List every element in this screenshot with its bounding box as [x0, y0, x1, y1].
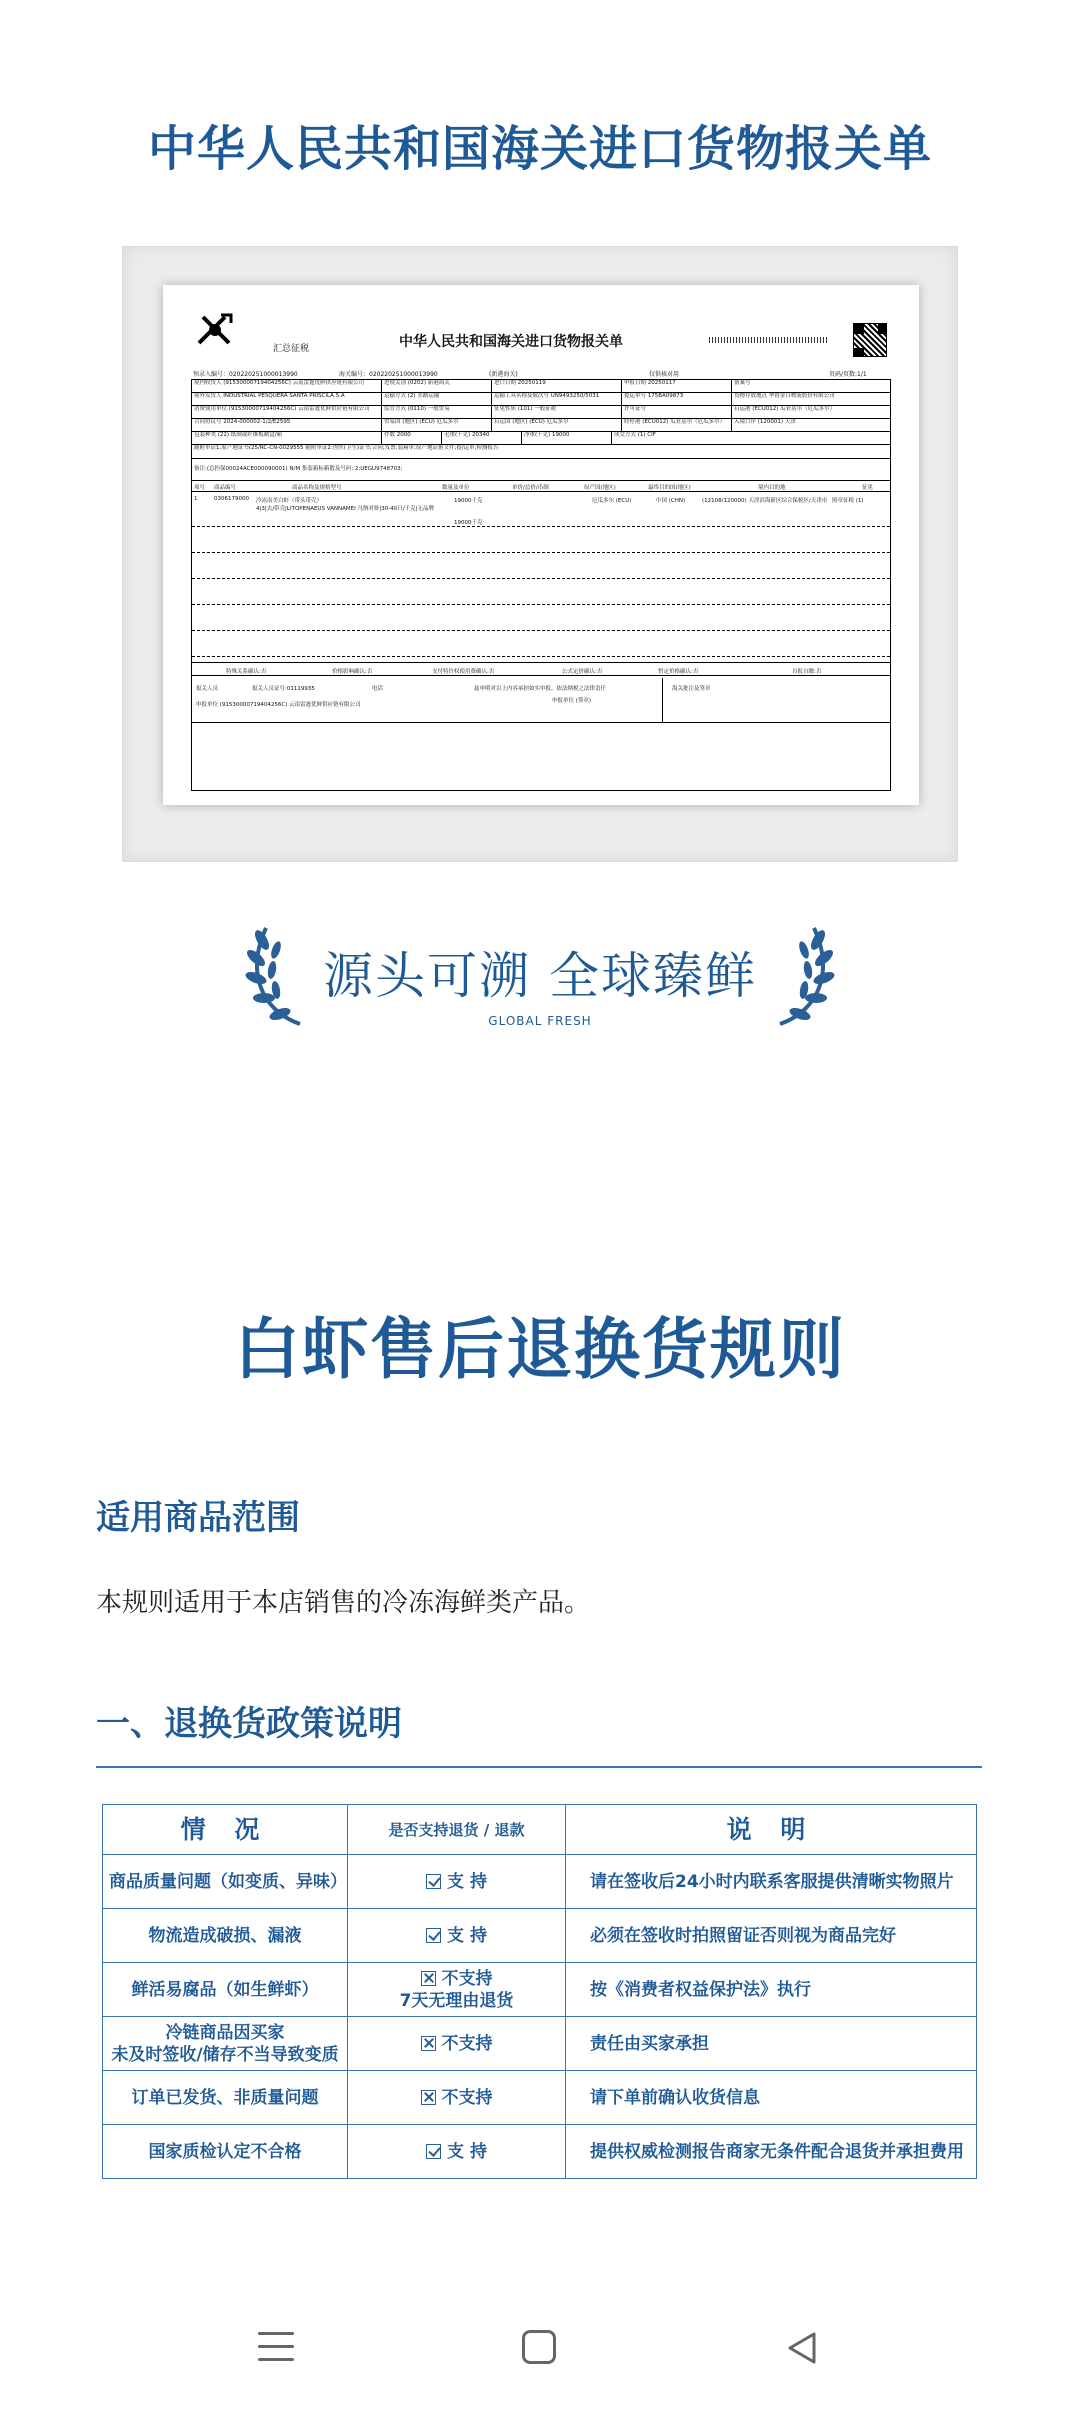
doc-docs-line: 随附单证1:原产地证书(25/RC-CN-0029555 随附单证2:兽医(卫生)证书;合同;发票;装箱单;原产地证据文件;提/运单;检测报告 — [194, 445, 499, 451]
doc-row — [192, 380, 890, 393]
table-row — [103, 1855, 977, 1909]
support-label-2: 7天无理由退货 — [399, 1990, 514, 2011]
doc-declarant-code: 报关人员证号:01119935 — [252, 686, 315, 692]
row-support — [348, 2017, 566, 2071]
doc-item-name: 冷冻南美白虾（带头带壳） — [256, 498, 323, 504]
doc-cell: 消费使用单位 (91530000719404256C) 云南雷霆优鲜供应链有限公司 — [192, 406, 382, 418]
doc-item-header-cell: 商品编号 — [214, 485, 237, 491]
checkbox-x-icon — [421, 2090, 436, 2105]
doc-row — [192, 406, 890, 419]
doc-item-header-cell: 项号 — [194, 485, 206, 491]
doc-item-place: (12108/120000) 天津滨海新区综合保税区/天津市 — [702, 498, 828, 504]
doc-confirm: 自报自缴:否 — [792, 669, 822, 675]
doc-dash-line — [192, 656, 890, 657]
doc-confirm: 支付特许权使用费确认:否 — [432, 669, 495, 675]
doc-item-origin: 厄瓜多尔 (ECU) — [592, 498, 632, 504]
doc-cell: 入境口岸 (120001) 天津 — [734, 419, 796, 425]
doc-cell: 件数 2000 — [382, 432, 442, 444]
doc-dash-line — [192, 552, 890, 553]
doc-item-code: 0306179000 — [214, 496, 249, 502]
checkbox-checked-icon — [426, 2144, 441, 2159]
doc-cell: 经停港 (ECU012) 瓜亚基尔（厄瓜多尔） — [622, 419, 732, 431]
doc-marks-line: 备注:(总担保00024ACE000090001) N/M 集装箱标箱数及号码: 2;UEGU9748703; — [194, 466, 403, 472]
support-label: 不支持 — [441, 1968, 493, 1989]
table-header-row — [103, 1805, 977, 1855]
row-case: 物流造成破损、漏液 — [103, 1909, 348, 1963]
row-case: 商品质量问题（如变质、异味） — [103, 1855, 348, 1909]
declaration-paper — [163, 285, 919, 805]
doc-item-spec: 4|3|去/带壳|LITOPENAEUS VANNAMEI 凡纳对虾|30-40只/千克|无品牌 — [256, 506, 434, 512]
doc-item-dest: 中国 (CHN) — [656, 498, 686, 504]
row-note: 责任由买家承担 — [566, 2017, 977, 2071]
doc-cell: 监管方式 (0110) 一般贸易 — [382, 406, 492, 418]
doc-phone: 电话 — [372, 686, 384, 692]
doc-statement: 兹申明对以上内容承担如实申报、依法纳税之法律责任 — [474, 686, 607, 692]
doc-port: (新港海关) — [489, 371, 518, 378]
doc-row — [192, 459, 890, 481]
table-row — [103, 2125, 977, 2179]
policy-title: 一、退换货政策说明 — [96, 1704, 402, 1744]
doc-cell: 运输方式 (2) 水路运输 — [382, 393, 492, 405]
row-case-line2: 未及时签收/储存不当导致变质 — [111, 2044, 339, 2065]
row-support — [348, 1963, 566, 2017]
doc-dash-line — [192, 526, 890, 527]
declaration-frame — [122, 246, 958, 862]
doc-cell: 许可证号 — [622, 406, 732, 418]
row-note: 请下单前确认收货信息 — [566, 2071, 977, 2125]
header-note: 说 明 — [566, 1805, 977, 1855]
menu-icon[interactable] — [258, 2332, 294, 2362]
doc-item-no: 1 — [194, 496, 198, 502]
support-label: 支 持 — [447, 1925, 487, 1946]
row-note: 必须在签收时拍照留证否则视为商品完好 — [566, 1909, 977, 1963]
doc-cell: 申报日期 20250117 — [622, 380, 732, 392]
doc-barcode — [709, 337, 829, 343]
section-divider — [96, 1766, 982, 1768]
doc-cell: 境内收货人 (91530000719404256C) 云南雷霆优鲜供应链有限公司 — [192, 380, 382, 392]
support-label: 支 持 — [447, 1871, 487, 1892]
doc-declarant: 报关人员 — [196, 686, 219, 692]
slogan-main: 源头可溯 全球臻鲜 — [323, 947, 757, 1005]
page-top-title: 中华人民共和国海关进口货物报关单 — [147, 121, 932, 177]
home-icon[interactable] — [522, 2330, 556, 2364]
row-note: 按《消费者权益保护法》执行 — [566, 1963, 977, 2017]
doc-cell: 净重(千克) 19000 — [522, 432, 612, 444]
doc-dash-line — [192, 630, 890, 631]
doc-item-duty: 照章征税 (1) — [832, 498, 864, 504]
doc-cell: 提运单号 175BA09873 — [622, 393, 732, 405]
doc-cell: 货物存放地点 华鲁金日物流股份有限公司 — [734, 393, 835, 399]
doc-copy-note: 仅供核对用 — [649, 371, 680, 378]
doc-cell: 备案号 — [734, 380, 751, 386]
row-support — [348, 1855, 566, 1909]
doc-cell: 进境关别 (0202) 新港海关 — [382, 380, 492, 392]
row-case-line1: 冷链商品因买家 — [165, 2022, 285, 2043]
doc-item-header-cell: 征免 — [862, 485, 874, 491]
doc-row — [192, 445, 890, 459]
doc-item-header-cell: 原产国(地区) — [584, 485, 616, 491]
row-case: 国家质检认定不合格 — [103, 2125, 348, 2179]
customs-declaration — [189, 301, 893, 791]
doc-cell: 进口日期 20250119 — [492, 380, 622, 392]
row-case — [103, 2017, 348, 2071]
doc-cell: 征免性质 (101) 一般征税 — [492, 406, 622, 418]
table-row — [103, 1963, 977, 2017]
doc-pre-entry: 预录入编号：020220251000013990 — [193, 371, 298, 378]
row-case: 鲜活易腐品（如生鲜虾） — [103, 1963, 348, 2017]
doc-item-qty: 19000千克 — [454, 520, 483, 526]
header-support: 是否支持退货 / 退款 — [348, 1805, 566, 1855]
doc-cell: 成交方式 (1) CIF — [614, 432, 656, 438]
doc-item-header-cell: 商品名称及规格型号 — [292, 485, 342, 491]
doc-cell: 毛重(千克) 20340 — [442, 432, 522, 444]
table-row — [103, 2071, 977, 2125]
support-label: 不支持 — [441, 2087, 493, 2108]
doc-confirm: 价格影响确认:否 — [332, 669, 373, 675]
doc-stamp-note: 海关批注及签章 — [672, 686, 711, 692]
doc-item-header-cell: 单价/总价/币制 — [512, 485, 549, 491]
row-note: 提供权威检测报告商家无条件配合退货并承担费用 — [566, 2125, 977, 2179]
doc-cell: 运输工具名称及航次号 UN9493250/5031 — [492, 393, 622, 405]
doc-cell: 贸易国 (地区) (ECU) 厄瓜多尔 — [382, 419, 492, 431]
doc-cell: 启运国 (地区) (ECU) 厄瓜多尔 — [492, 419, 622, 431]
checkbox-checked-icon — [426, 1874, 441, 1889]
doc-confirm-row — [192, 662, 890, 676]
doc-title: 中华人民共和国海关进口货物报关单 — [399, 334, 623, 350]
doc-cell: 启运港 (ECU012) 瓜亚基尔（厄瓜多尔） — [734, 406, 836, 412]
slogan-banner — [240, 920, 840, 1050]
table-row — [103, 2017, 977, 2071]
doc-declare-seal: 申报单位 (签章) — [552, 698, 592, 704]
scope-text: 本规则适用于本店销售的冷冻海鲜类产品。 — [96, 1588, 591, 1618]
qr-code-icon — [853, 323, 887, 357]
header-case: 情 况 — [103, 1805, 348, 1855]
checkbox-x-icon — [421, 2036, 436, 2051]
rules-title: 白虾售后退换货规则 — [234, 1311, 846, 1388]
support-label: 不支持 — [441, 2033, 493, 2054]
checkbox-x-icon — [421, 1971, 436, 1986]
doc-row — [192, 393, 890, 406]
doc-confirm: 暂定价格确认:否 — [658, 669, 699, 675]
doc-item-header-cell: 境内目的地 — [758, 485, 786, 491]
row-note: 请在签收后24小时内联系客服提供清晰实物照片 — [566, 1855, 977, 1909]
policy-table — [102, 1804, 977, 2179]
laurel-right-icon — [760, 920, 840, 1030]
doc-declare-unit: 申报单位 (91530000719404256C) 云南雷霆优鲜供应链有限公司 — [196, 702, 361, 708]
doc-customs-no: 海关编号：020220251000013990 — [339, 371, 438, 378]
customs-emblem-icon — [195, 313, 235, 347]
row-support — [348, 2125, 566, 2179]
laurel-left-icon — [240, 920, 320, 1030]
slogan-sub: GLOBAL FRESH — [488, 1014, 592, 1028]
doc-row — [192, 419, 890, 432]
system-nav-bar — [0, 2290, 1080, 2412]
scope-title: 适用商品范围 — [96, 1498, 300, 1538]
back-icon[interactable] — [784, 2330, 820, 2366]
row-case: 订单已发货、非质量问题 — [103, 2071, 348, 2125]
doc-item-header — [192, 481, 890, 492]
support-label: 支 持 — [447, 2141, 487, 2162]
doc-page: 页码/页数:1/1 — [829, 371, 867, 378]
doc-confirm: 特殊关系确认:否 — [226, 669, 267, 675]
doc-cell: 合同协议号 2024-000002-1/2/E2595 — [192, 419, 382, 431]
row-support — [348, 2071, 566, 2125]
doc-divider — [662, 678, 663, 722]
checkbox-checked-icon — [426, 1928, 441, 1943]
doc-cell: 包装种类 (22) 纸制或纤维板制盒/箱 — [192, 432, 382, 444]
doc-table — [191, 379, 891, 791]
doc-dash-line — [192, 578, 890, 579]
doc-huizong-label: 汇总征税 — [273, 344, 310, 354]
doc-confirm: 公式定价确认:否 — [562, 669, 603, 675]
doc-cell: 境外发货人 INDUSTRIAL PESQUERA SANTA PRISCILA S.A — [192, 393, 382, 405]
doc-item-qty: 19000千克 — [454, 498, 483, 504]
doc-item-header-cell: 数量及单位 — [442, 485, 470, 491]
table-row — [103, 1909, 977, 1963]
doc-item-header-cell: 最终目的国(地区) — [648, 485, 691, 491]
doc-bottom-border — [192, 722, 890, 723]
doc-row — [192, 432, 890, 445]
row-support — [348, 1909, 566, 1963]
doc-dash-line — [192, 604, 890, 605]
